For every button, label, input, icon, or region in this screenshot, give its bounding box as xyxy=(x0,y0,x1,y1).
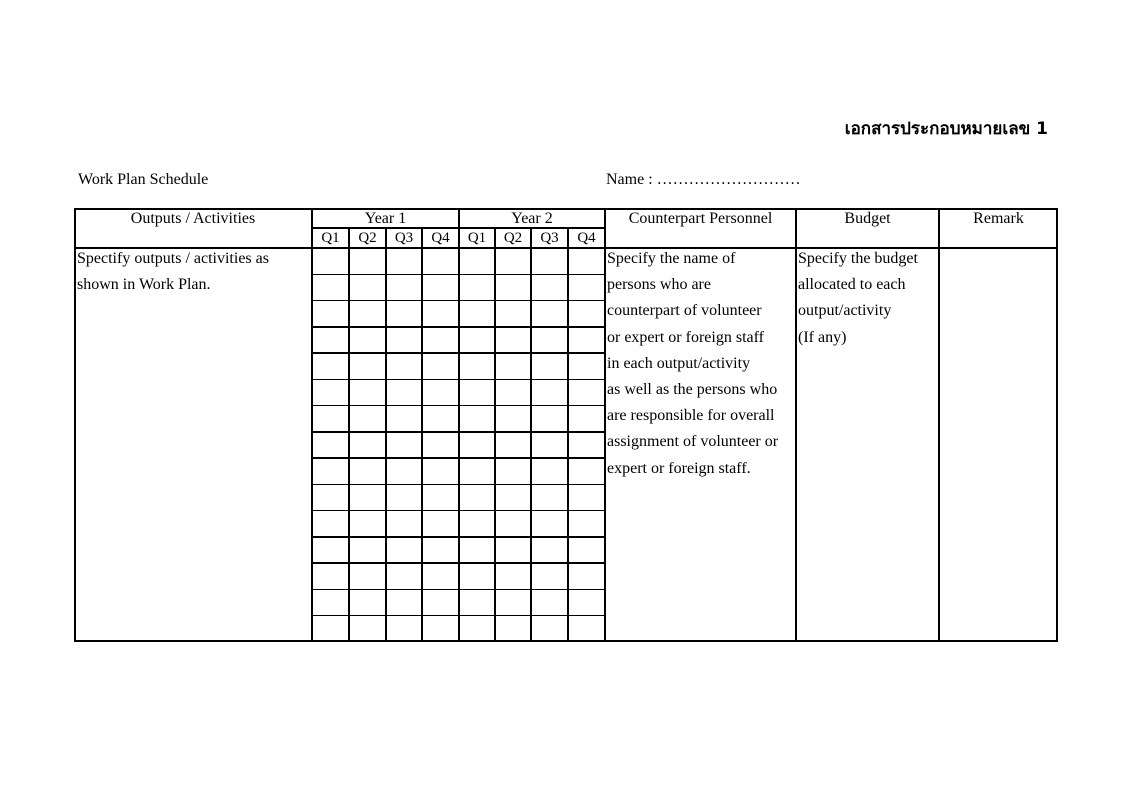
quarter-row-line xyxy=(312,352,605,354)
quarter-row-line xyxy=(312,457,605,459)
quarter-header-year2-q3: Q3 xyxy=(540,230,559,246)
quarter-header-year1-q2: Q2 xyxy=(358,230,377,246)
column-divider xyxy=(795,208,797,642)
header-counterpart-personnel: Counterpart Personnel xyxy=(628,210,773,227)
quarter-divider xyxy=(567,228,569,642)
quarter-divider xyxy=(494,228,496,642)
quarter-header-year2-q2: Q2 xyxy=(503,230,523,246)
quarter-divider xyxy=(348,228,350,642)
schedule-title: Work Plan Schedule xyxy=(78,171,209,188)
quarter-row-line xyxy=(312,484,605,486)
quarter-header-year1-q4: Q4 xyxy=(431,230,450,246)
counterpart-description-line: in each output/activity xyxy=(607,354,751,372)
counterpart-description-line: counterpart of volunteer xyxy=(607,302,762,320)
budget-description-line: allocated to each xyxy=(798,276,906,294)
budget-description-line: (If any) xyxy=(798,328,847,346)
work-plan-table xyxy=(74,208,1058,642)
counterpart-description-line: persons who are xyxy=(607,276,711,294)
outputs-description-line: shown in Work Plan. xyxy=(77,276,211,294)
quarter-row-line xyxy=(312,405,605,407)
budget-description-line: Specify the budget xyxy=(798,250,918,267)
counterpart-description-line: are responsible for overall xyxy=(607,407,775,425)
quarter-header-year1-q1: Q1 xyxy=(321,230,340,246)
column-divider xyxy=(938,208,940,642)
counterpart-description-line: or expert or foreign staff xyxy=(607,328,764,346)
quarter-row-line xyxy=(312,274,605,276)
quarter-header-year2-q1: Q1 xyxy=(467,230,487,246)
quarter-divider xyxy=(530,228,532,642)
outputs-description-line: Spectify outputs / activities as xyxy=(77,250,269,267)
counterpart-description xyxy=(607,246,778,482)
quarter-row-line xyxy=(312,510,605,512)
budget-description xyxy=(798,246,918,351)
header-remark: Remark xyxy=(973,210,1024,227)
budget-description-line: output/activity xyxy=(798,302,892,320)
quarter-row-line xyxy=(312,589,605,591)
counterpart-description-line: as well as the persons who xyxy=(607,381,778,399)
counterpart-description-line: Specify the name of xyxy=(607,250,736,267)
quarter-row-line xyxy=(312,536,605,538)
quarter-row-line xyxy=(312,562,605,564)
quarter-row-line xyxy=(312,326,605,328)
header-budget: Budget xyxy=(844,210,891,227)
header-year-1: Year 1 xyxy=(364,210,407,227)
quarter-divider xyxy=(421,228,423,642)
quarter-header-year1-q3: Q3 xyxy=(394,230,414,246)
quarter-row-line xyxy=(312,379,605,381)
counterpart-description-line: assignment of volunteer or xyxy=(607,433,779,451)
quarter-header-year2-q4: Q4 xyxy=(577,230,596,246)
document-reference-number: เอกสารประกอบหมายเลข 1 xyxy=(844,119,1048,139)
header-outputs-activities: Outputs / Activities xyxy=(130,210,256,227)
quarter-divider xyxy=(385,228,387,642)
counterpart-description-line: expert or foreign staff. xyxy=(607,459,751,477)
quarter-row-line xyxy=(312,431,605,433)
header-bottom-line xyxy=(74,247,1058,249)
quarter-row-line xyxy=(312,615,605,617)
outputs-description xyxy=(77,246,269,298)
name-field-label: Name : ……………………… xyxy=(606,171,801,188)
quarter-row-line xyxy=(312,300,605,302)
header-year-2: Year 2 xyxy=(511,210,553,227)
